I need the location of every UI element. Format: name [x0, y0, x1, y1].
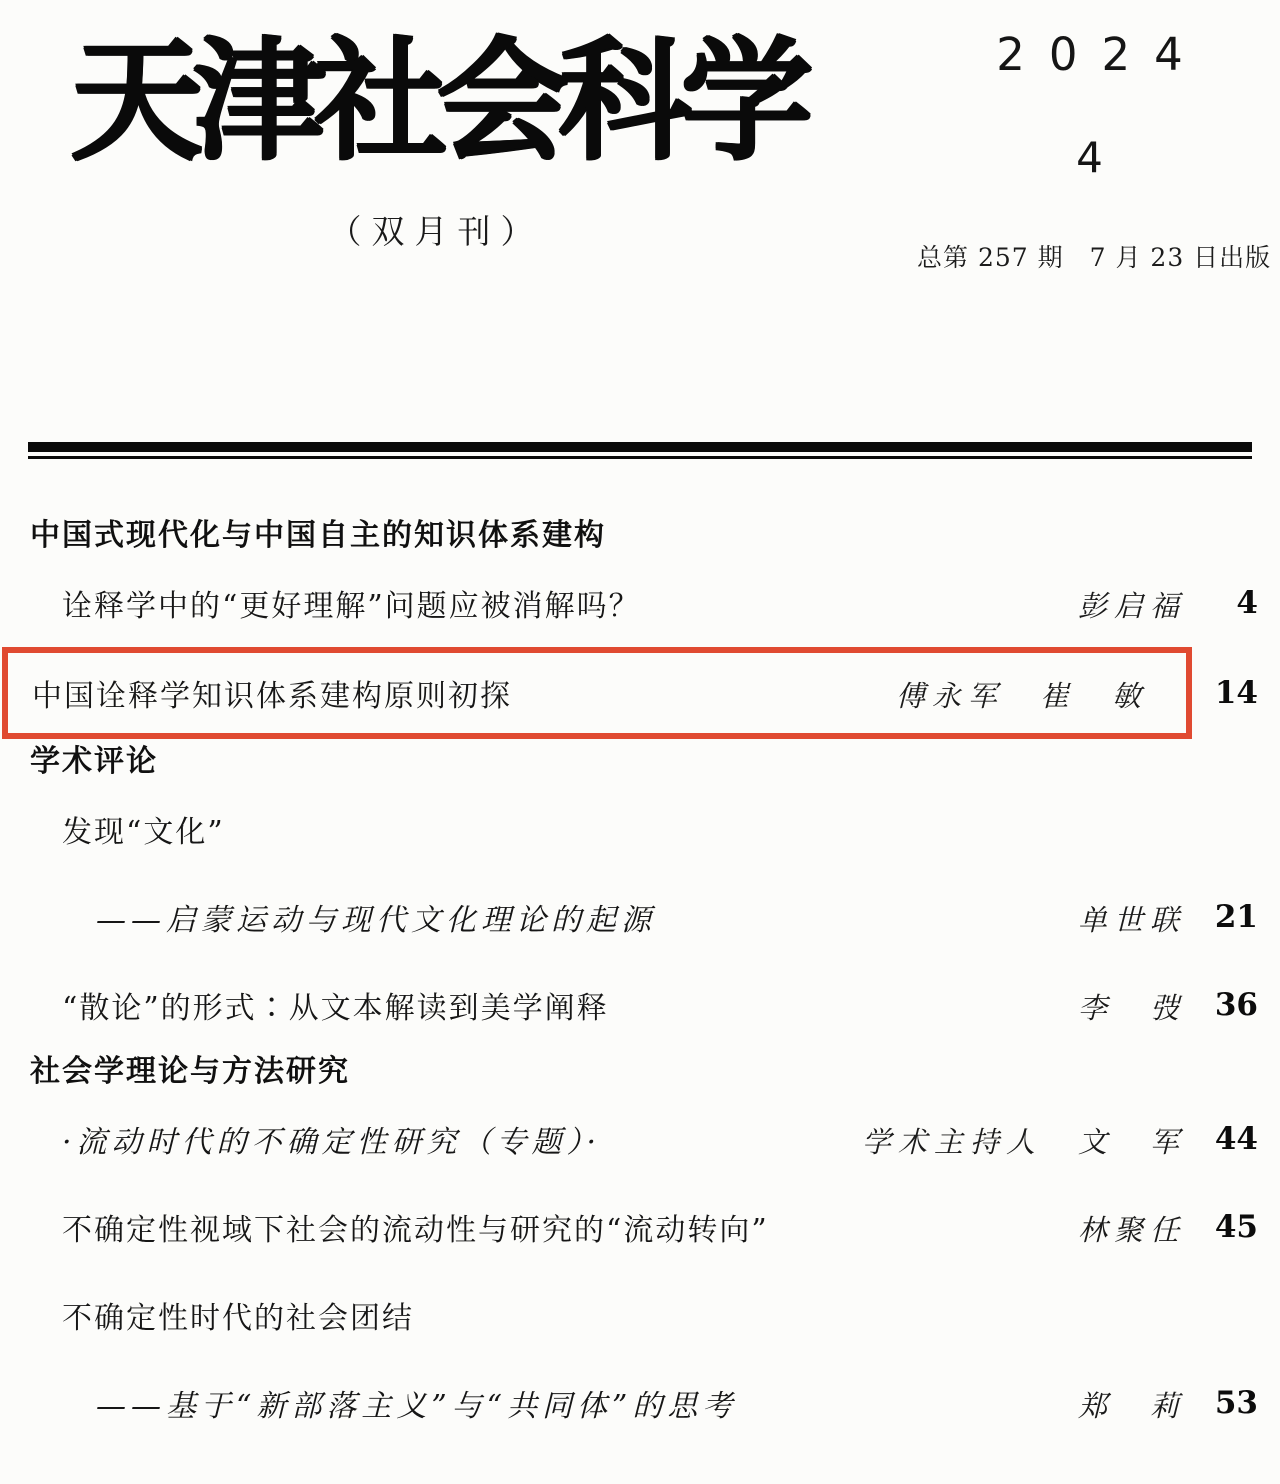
- toc-entry-page: 53: [1214, 1385, 1258, 1421]
- double-rule: [28, 442, 1252, 459]
- toc-section: [30, 513, 1258, 739]
- toc-entry: [30, 1095, 1258, 1183]
- masthead-right: [917, 26, 1272, 274]
- toc-entry-page: 45: [1214, 1209, 1258, 1245]
- toc-entry-authors: 傅永军 崔 敏: [895, 679, 1148, 713]
- toc-entry-main: [30, 1293, 1204, 1337]
- toc-entry-title: “散论”的形式∶从文本解读到美学阐释: [62, 991, 609, 1026]
- toc-section: [30, 739, 1258, 1049]
- toc-entry-title: 中国诠释学知识体系建构原则初探: [32, 679, 512, 714]
- toc-entry: [30, 1271, 1258, 1359]
- toc-entry-page: 21: [1214, 899, 1258, 935]
- masthead: [0, 0, 1280, 274]
- toc-entry: [30, 873, 1258, 961]
- toc-section-heading: 学术评论: [30, 744, 158, 779]
- toc-entry-authors: 李 弢: [1077, 991, 1186, 1025]
- toc-section: [30, 1049, 1258, 1447]
- journal-subtitle: （双月刊）: [328, 212, 544, 251]
- toc-entry-authors: 单世联: [1077, 903, 1186, 937]
- toc-entry: [30, 1183, 1258, 1271]
- toc-entry-authors: 学术主持人 文 军: [861, 1125, 1186, 1159]
- toc-entry: [30, 785, 1258, 873]
- toc-entry-main: [30, 807, 1204, 851]
- toc-entry-main: [30, 895, 1204, 939]
- toc-entry-title: ——基于“新部落主义”与“共同体”的思考: [96, 1389, 738, 1424]
- toc-entry-title: ·流动时代的不确定性研究（专题）·: [62, 1125, 602, 1160]
- masthead-left: [70, 23, 802, 274]
- toc-entry-title: 不确定性时代的社会团结: [62, 1301, 414, 1336]
- toc-entry-title: 不确定性视域下社会的流动性与研究的“流动转向”: [62, 1213, 769, 1248]
- toc-entry-authors: 林聚任: [1077, 1213, 1186, 1247]
- journal-issue-number: 4: [1076, 133, 1103, 182]
- toc-entry: [30, 647, 1258, 739]
- toc-entry-page: 44: [1214, 1121, 1258, 1157]
- toc-entry-page: 14: [1214, 675, 1258, 711]
- journal-year: 2024: [996, 28, 1207, 81]
- rule-thick-line: [28, 442, 1252, 452]
- toc-entry-main: [30, 581, 1204, 625]
- toc-entry: [30, 1359, 1258, 1447]
- journal-title: 天津社会科学: [70, 23, 802, 178]
- toc-entry: [30, 559, 1258, 647]
- toc-entry-main: [30, 983, 1204, 1027]
- table-of-contents: [0, 459, 1280, 1447]
- toc-entry-main: [30, 1381, 1204, 1425]
- toc-entry-main: [30, 1205, 1204, 1249]
- journal-issue-info: 总第 257 期 7 月 23 日出版: [917, 243, 1272, 272]
- toc-entry-page: 36: [1214, 987, 1258, 1023]
- toc-entry-main: [30, 1117, 1204, 1161]
- toc-entry-authors: 彭启福: [1077, 589, 1186, 623]
- toc-entry-page: 4: [1236, 585, 1258, 621]
- toc-section-heading: 社会学理论与方法研究: [30, 1054, 350, 1089]
- toc-entry: [30, 961, 1258, 1049]
- toc-entry-title: 诠释学中的“更好理解”问题应被消解吗？: [62, 589, 641, 624]
- toc-entry-title: 发现“文化”: [62, 815, 225, 850]
- highlight-box: [2, 647, 1192, 739]
- toc-entry-title: ——启蒙运动与现代文化理论的起源: [96, 903, 656, 938]
- toc-entry-authors: 郑 莉: [1077, 1389, 1186, 1423]
- toc-section-heading: 中国式现代化与中国自主的知识体系建构: [30, 518, 606, 553]
